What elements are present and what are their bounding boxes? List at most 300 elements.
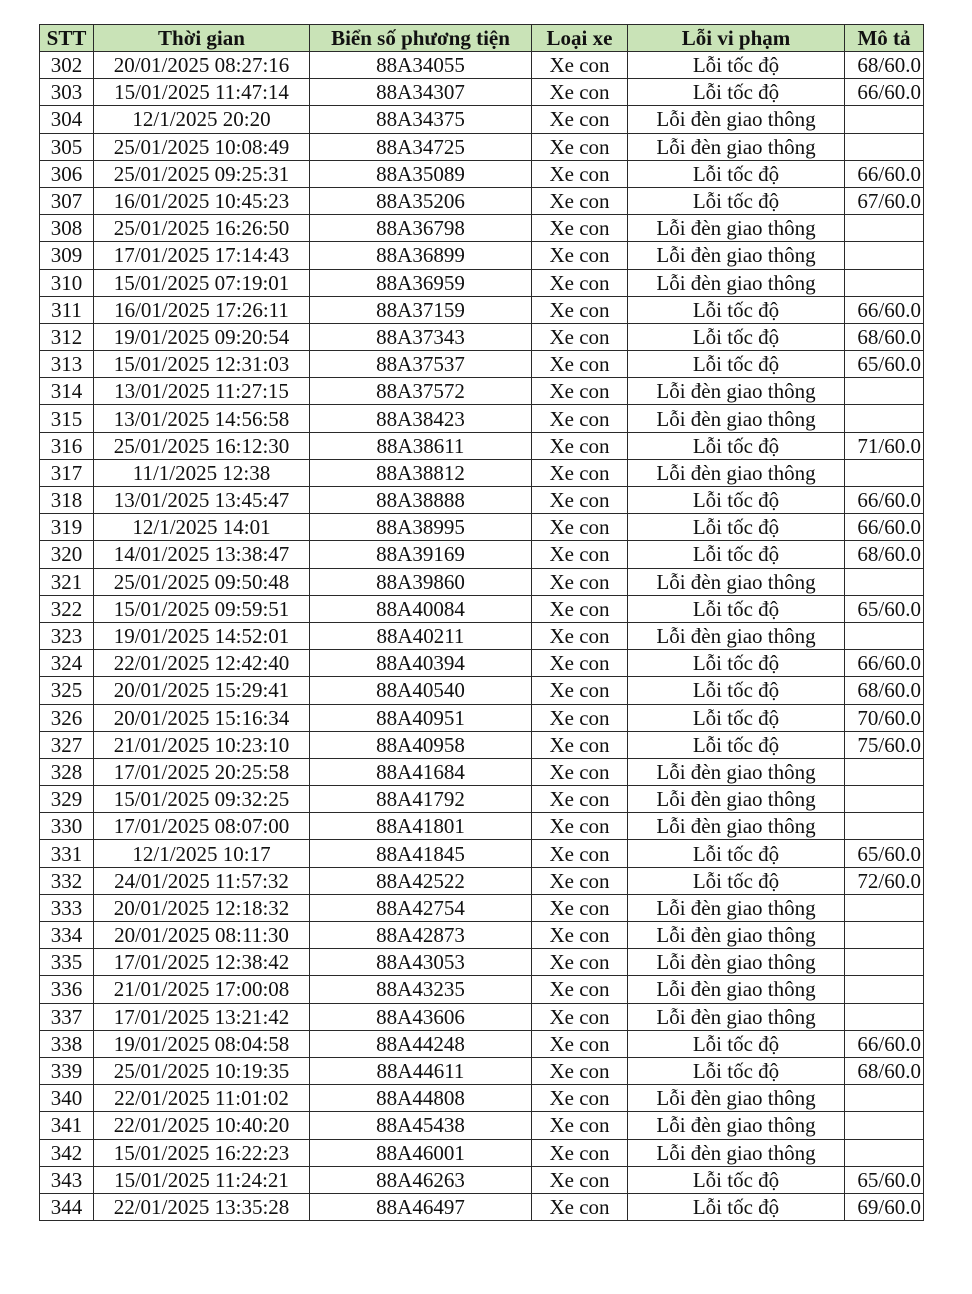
cell-vehicle-type: Xe con — [532, 650, 628, 677]
cell-description — [845, 1112, 924, 1139]
cell-time: 20/01/2025 12:18:32 — [94, 894, 310, 921]
cell-stt: 320 — [40, 541, 94, 568]
cell-plate: 88A44248 — [310, 1030, 532, 1057]
table-row — [40, 487, 924, 514]
cell-violation: Lỗi tốc độ — [628, 323, 845, 350]
table-row — [40, 1085, 924, 1112]
cell-vehicle-type: Xe con — [532, 1085, 628, 1112]
violation-table — [39, 24, 924, 1221]
cell-time: 17/01/2025 13:21:42 — [94, 1003, 310, 1030]
cell-description: 68/60.0 — [845, 1057, 924, 1084]
cell-vehicle-type: Xe con — [532, 133, 628, 160]
table-row — [40, 840, 924, 867]
table-row — [40, 323, 924, 350]
cell-stt: 330 — [40, 813, 94, 840]
cell-violation: Lỗi đèn giao thông — [628, 242, 845, 269]
table-row — [40, 296, 924, 323]
cell-violation: Lỗi tốc độ — [628, 595, 845, 622]
cell-plate: 88A39860 — [310, 568, 532, 595]
cell-plate: 88A44611 — [310, 1057, 532, 1084]
table-row — [40, 894, 924, 921]
cell-vehicle-type: Xe con — [532, 52, 628, 79]
cell-plate: 88A40951 — [310, 704, 532, 731]
cell-violation: Lỗi đèn giao thông — [628, 976, 845, 1003]
cell-stt: 324 — [40, 650, 94, 677]
cell-plate: 88A37572 — [310, 378, 532, 405]
cell-description: 71/60.0 — [845, 432, 924, 459]
table-row — [40, 976, 924, 1003]
cell-time: 19/01/2025 08:04:58 — [94, 1030, 310, 1057]
cell-description: 72/60.0 — [845, 867, 924, 894]
cell-vehicle-type: Xe con — [532, 351, 628, 378]
cell-time: 17/01/2025 20:25:58 — [94, 758, 310, 785]
cell-description: 65/60.0 — [845, 595, 924, 622]
cell-plate: 88A40958 — [310, 731, 532, 758]
cell-description — [845, 949, 924, 976]
cell-plate: 88A36959 — [310, 269, 532, 296]
cell-vehicle-type: Xe con — [532, 242, 628, 269]
table-row — [40, 677, 924, 704]
cell-plate: 88A43606 — [310, 1003, 532, 1030]
table-row — [40, 215, 924, 242]
cell-violation: Lỗi đèn giao thông — [628, 922, 845, 949]
table-row — [40, 351, 924, 378]
cell-stt: 307 — [40, 187, 94, 214]
cell-stt: 335 — [40, 949, 94, 976]
cell-plate: 88A37343 — [310, 323, 532, 350]
cell-description — [845, 1003, 924, 1030]
cell-violation: Lỗi đèn giao thông — [628, 949, 845, 976]
cell-description — [845, 215, 924, 242]
cell-plate: 88A41792 — [310, 786, 532, 813]
cell-vehicle-type: Xe con — [532, 840, 628, 867]
cell-vehicle-type: Xe con — [532, 514, 628, 541]
cell-violation: Lỗi đèn giao thông — [628, 894, 845, 921]
cell-vehicle-type: Xe con — [532, 867, 628, 894]
cell-time: 20/01/2025 08:27:16 — [94, 52, 310, 79]
cell-violation: Lỗi tốc độ — [628, 704, 845, 731]
header-violation: Lỗi vi phạm — [628, 25, 845, 52]
cell-violation: Lỗi tốc độ — [628, 1030, 845, 1057]
table-row — [40, 867, 924, 894]
cell-violation: Lỗi tốc độ — [628, 52, 845, 79]
cell-stt: 327 — [40, 731, 94, 758]
cell-vehicle-type: Xe con — [532, 758, 628, 785]
table-row — [40, 1112, 924, 1139]
cell-vehicle-type: Xe con — [532, 786, 628, 813]
cell-description: 65/60.0 — [845, 840, 924, 867]
cell-plate: 88A38423 — [310, 405, 532, 432]
violation-sheet — [39, 24, 924, 1221]
cell-vehicle-type: Xe con — [532, 106, 628, 133]
cell-violation: Lỗi tốc độ — [628, 160, 845, 187]
cell-description — [845, 922, 924, 949]
cell-plate: 88A39169 — [310, 541, 532, 568]
cell-time: 14/01/2025 13:38:47 — [94, 541, 310, 568]
cell-stt: 306 — [40, 160, 94, 187]
cell-time: 13/01/2025 13:45:47 — [94, 487, 310, 514]
cell-stt: 317 — [40, 459, 94, 486]
cell-stt: 343 — [40, 1166, 94, 1193]
table-body — [40, 52, 924, 1221]
cell-plate: 88A43235 — [310, 976, 532, 1003]
cell-stt: 312 — [40, 323, 94, 350]
table-row — [40, 1193, 924, 1220]
cell-time: 20/01/2025 08:11:30 — [94, 922, 310, 949]
cell-time: 22/01/2025 10:40:20 — [94, 1112, 310, 1139]
cell-description: 66/60.0 — [845, 487, 924, 514]
cell-vehicle-type: Xe con — [532, 813, 628, 840]
table-row — [40, 1057, 924, 1084]
cell-violation: Lỗi tốc độ — [628, 1193, 845, 1220]
cell-violation: Lỗi đèn giao thông — [628, 106, 845, 133]
table-row — [40, 432, 924, 459]
cell-description: 66/60.0 — [845, 160, 924, 187]
cell-plate: 88A40394 — [310, 650, 532, 677]
table-row — [40, 731, 924, 758]
cell-plate: 88A42873 — [310, 922, 532, 949]
cell-description: 75/60.0 — [845, 731, 924, 758]
cell-stt: 316 — [40, 432, 94, 459]
cell-vehicle-type: Xe con — [532, 976, 628, 1003]
cell-time: 20/01/2025 15:16:34 — [94, 704, 310, 731]
table-row — [40, 1166, 924, 1193]
cell-description: 66/60.0 — [845, 514, 924, 541]
cell-stt: 304 — [40, 106, 94, 133]
cell-plate: 88A46263 — [310, 1166, 532, 1193]
cell-stt: 326 — [40, 704, 94, 731]
table-row — [40, 269, 924, 296]
table-row — [40, 459, 924, 486]
cell-description — [845, 1085, 924, 1112]
table-row — [40, 813, 924, 840]
cell-violation: Lỗi tốc độ — [628, 351, 845, 378]
cell-stt: 319 — [40, 514, 94, 541]
cell-vehicle-type: Xe con — [532, 622, 628, 649]
cell-plate: 88A38812 — [310, 459, 532, 486]
cell-violation: Lỗi đèn giao thông — [628, 758, 845, 785]
cell-description — [845, 894, 924, 921]
cell-violation: Lỗi đèn giao thông — [628, 459, 845, 486]
cell-violation: Lỗi đèn giao thông — [628, 405, 845, 432]
cell-violation: Lỗi tốc độ — [628, 514, 845, 541]
cell-time: 19/01/2025 09:20:54 — [94, 323, 310, 350]
cell-plate: 88A37159 — [310, 296, 532, 323]
table-row — [40, 1139, 924, 1166]
cell-vehicle-type: Xe con — [532, 1139, 628, 1166]
cell-description — [845, 405, 924, 432]
cell-stt: 313 — [40, 351, 94, 378]
table-row — [40, 405, 924, 432]
cell-vehicle-type: Xe con — [532, 1057, 628, 1084]
cell-violation: Lỗi đèn giao thông — [628, 133, 845, 160]
cell-violation: Lỗi đèn giao thông — [628, 786, 845, 813]
cell-description — [845, 1139, 924, 1166]
table-row — [40, 758, 924, 785]
cell-stt: 337 — [40, 1003, 94, 1030]
cell-violation: Lỗi tốc độ — [628, 541, 845, 568]
cell-vehicle-type: Xe con — [532, 79, 628, 106]
cell-violation: Lỗi đèn giao thông — [628, 1003, 845, 1030]
cell-description: 70/60.0 — [845, 704, 924, 731]
table-row — [40, 786, 924, 813]
cell-description: 68/60.0 — [845, 52, 924, 79]
cell-time: 15/01/2025 07:19:01 — [94, 269, 310, 296]
table-row — [40, 52, 924, 79]
cell-time: 22/01/2025 12:42:40 — [94, 650, 310, 677]
cell-vehicle-type: Xe con — [532, 677, 628, 704]
cell-stt: 332 — [40, 867, 94, 894]
cell-vehicle-type: Xe con — [532, 568, 628, 595]
table-row — [40, 514, 924, 541]
cell-description: 66/60.0 — [845, 1030, 924, 1057]
cell-time: 13/01/2025 11:27:15 — [94, 378, 310, 405]
cell-stt: 318 — [40, 487, 94, 514]
cell-stt: 338 — [40, 1030, 94, 1057]
cell-time: 25/01/2025 16:12:30 — [94, 432, 310, 459]
cell-time: 15/01/2025 12:31:03 — [94, 351, 310, 378]
cell-violation: Lỗi tốc độ — [628, 1057, 845, 1084]
cell-time: 12/1/2025 20:20 — [94, 106, 310, 133]
cell-stt: 328 — [40, 758, 94, 785]
cell-plate: 88A40211 — [310, 622, 532, 649]
cell-violation: Lỗi tốc độ — [628, 650, 845, 677]
cell-time: 24/01/2025 11:57:32 — [94, 867, 310, 894]
cell-stt: 302 — [40, 52, 94, 79]
cell-plate: 88A38995 — [310, 514, 532, 541]
cell-description — [845, 568, 924, 595]
cell-time: 25/01/2025 09:25:31 — [94, 160, 310, 187]
cell-description — [845, 133, 924, 160]
cell-violation: Lỗi tốc độ — [628, 840, 845, 867]
cell-violation: Lỗi tốc độ — [628, 867, 845, 894]
cell-time: 25/01/2025 10:19:35 — [94, 1057, 310, 1084]
cell-stt: 315 — [40, 405, 94, 432]
cell-violation: Lỗi tốc độ — [628, 487, 845, 514]
cell-vehicle-type: Xe con — [532, 459, 628, 486]
cell-plate: 88A36899 — [310, 242, 532, 269]
table-row — [40, 541, 924, 568]
header-vehicle-type: Loại xe — [532, 25, 628, 52]
cell-violation: Lỗi đèn giao thông — [628, 1139, 845, 1166]
cell-time: 25/01/2025 16:26:50 — [94, 215, 310, 242]
cell-time: 15/01/2025 09:59:51 — [94, 595, 310, 622]
table-row — [40, 79, 924, 106]
cell-plate: 88A41845 — [310, 840, 532, 867]
cell-description: 68/60.0 — [845, 323, 924, 350]
cell-description — [845, 106, 924, 133]
cell-vehicle-type: Xe con — [532, 187, 628, 214]
cell-vehicle-type: Xe con — [532, 1166, 628, 1193]
cell-time: 11/1/2025 12:38 — [94, 459, 310, 486]
cell-stt: 334 — [40, 922, 94, 949]
cell-vehicle-type: Xe con — [532, 1030, 628, 1057]
cell-time: 15/01/2025 09:32:25 — [94, 786, 310, 813]
cell-time: 21/01/2025 17:00:08 — [94, 976, 310, 1003]
cell-plate: 88A34307 — [310, 79, 532, 106]
table-row — [40, 133, 924, 160]
cell-plate: 88A41684 — [310, 758, 532, 785]
cell-stt: 344 — [40, 1193, 94, 1220]
cell-description: 67/60.0 — [845, 187, 924, 214]
cell-time: 15/01/2025 11:47:14 — [94, 79, 310, 106]
cell-time: 13/01/2025 14:56:58 — [94, 405, 310, 432]
cell-violation: Lỗi đèn giao thông — [628, 813, 845, 840]
cell-violation: Lỗi đèn giao thông — [628, 622, 845, 649]
cell-violation: Lỗi tốc độ — [628, 677, 845, 704]
cell-vehicle-type: Xe con — [532, 269, 628, 296]
cell-violation: Lỗi tốc độ — [628, 296, 845, 323]
cell-vehicle-type: Xe con — [532, 731, 628, 758]
cell-stt: 309 — [40, 242, 94, 269]
cell-plate: 88A42754 — [310, 894, 532, 921]
cell-violation: Lỗi tốc độ — [628, 432, 845, 459]
cell-vehicle-type: Xe con — [532, 215, 628, 242]
cell-vehicle-type: Xe con — [532, 922, 628, 949]
table-row — [40, 160, 924, 187]
cell-vehicle-type: Xe con — [532, 323, 628, 350]
cell-violation: Lỗi đèn giao thông — [628, 215, 845, 242]
cell-time: 15/01/2025 11:24:21 — [94, 1166, 310, 1193]
table-row — [40, 650, 924, 677]
cell-time: 25/01/2025 10:08:49 — [94, 133, 310, 160]
cell-vehicle-type: Xe con — [532, 432, 628, 459]
cell-stt: 310 — [40, 269, 94, 296]
cell-plate: 88A44808 — [310, 1085, 532, 1112]
cell-vehicle-type: Xe con — [532, 160, 628, 187]
cell-vehicle-type: Xe con — [532, 1112, 628, 1139]
cell-vehicle-type: Xe con — [532, 405, 628, 432]
cell-description — [845, 976, 924, 1003]
cell-description — [845, 378, 924, 405]
cell-stt: 341 — [40, 1112, 94, 1139]
cell-time: 12/1/2025 10:17 — [94, 840, 310, 867]
cell-time: 16/01/2025 10:45:23 — [94, 187, 310, 214]
cell-vehicle-type: Xe con — [532, 595, 628, 622]
cell-plate: 88A38611 — [310, 432, 532, 459]
table-row — [40, 378, 924, 405]
cell-violation: Lỗi đèn giao thông — [628, 568, 845, 595]
cell-time: 21/01/2025 10:23:10 — [94, 731, 310, 758]
cell-vehicle-type: Xe con — [532, 704, 628, 731]
cell-vehicle-type: Xe con — [532, 949, 628, 976]
cell-time: 17/01/2025 08:07:00 — [94, 813, 310, 840]
cell-plate: 88A41801 — [310, 813, 532, 840]
cell-plate: 88A45438 — [310, 1112, 532, 1139]
cell-stt: 339 — [40, 1057, 94, 1084]
cell-time: 22/01/2025 13:35:28 — [94, 1193, 310, 1220]
cell-description — [845, 813, 924, 840]
cell-stt: 321 — [40, 568, 94, 595]
cell-plate: 88A36798 — [310, 215, 532, 242]
cell-vehicle-type: Xe con — [532, 487, 628, 514]
cell-description — [845, 269, 924, 296]
cell-plate: 88A40540 — [310, 677, 532, 704]
cell-violation: Lỗi đèn giao thông — [628, 1112, 845, 1139]
cell-violation: Lỗi đèn giao thông — [628, 269, 845, 296]
cell-description: 66/60.0 — [845, 296, 924, 323]
cell-violation: Lỗi đèn giao thông — [628, 378, 845, 405]
cell-violation: Lỗi đèn giao thông — [628, 1085, 845, 1112]
cell-stt: 323 — [40, 622, 94, 649]
cell-description: 65/60.0 — [845, 351, 924, 378]
cell-description — [845, 758, 924, 785]
cell-stt: 340 — [40, 1085, 94, 1112]
cell-stt: 325 — [40, 677, 94, 704]
cell-time: 20/01/2025 15:29:41 — [94, 677, 310, 704]
table-row — [40, 242, 924, 269]
cell-plate: 88A34055 — [310, 52, 532, 79]
cell-stt: 305 — [40, 133, 94, 160]
cell-stt: 303 — [40, 79, 94, 106]
table-row — [40, 1003, 924, 1030]
cell-vehicle-type: Xe con — [532, 378, 628, 405]
cell-stt: 336 — [40, 976, 94, 1003]
header-row — [40, 25, 924, 52]
table-row — [40, 622, 924, 649]
header-description: Mô tả — [845, 25, 924, 52]
cell-description: 68/60.0 — [845, 541, 924, 568]
cell-plate: 88A35206 — [310, 187, 532, 214]
cell-vehicle-type: Xe con — [532, 1003, 628, 1030]
table-row — [40, 595, 924, 622]
cell-description: 68/60.0 — [845, 677, 924, 704]
cell-stt: 329 — [40, 786, 94, 813]
cell-plate: 88A42522 — [310, 867, 532, 894]
cell-description: 65/60.0 — [845, 1166, 924, 1193]
cell-time: 17/01/2025 12:38:42 — [94, 949, 310, 976]
table-row — [40, 568, 924, 595]
cell-stt: 322 — [40, 595, 94, 622]
cell-stt: 308 — [40, 215, 94, 242]
table-row — [40, 106, 924, 133]
cell-plate: 88A43053 — [310, 949, 532, 976]
cell-description — [845, 786, 924, 813]
header-stt: STT — [40, 25, 94, 52]
cell-violation: Lỗi tốc độ — [628, 1166, 845, 1193]
cell-stt: 342 — [40, 1139, 94, 1166]
cell-stt: 311 — [40, 296, 94, 323]
table-row — [40, 187, 924, 214]
header-time: Thời gian — [94, 25, 310, 52]
cell-time: 12/1/2025 14:01 — [94, 514, 310, 541]
cell-violation: Lỗi tốc độ — [628, 731, 845, 758]
cell-plate: 88A46497 — [310, 1193, 532, 1220]
cell-vehicle-type: Xe con — [532, 1193, 628, 1220]
cell-description: 66/60.0 — [845, 79, 924, 106]
cell-plate: 88A46001 — [310, 1139, 532, 1166]
cell-time: 17/01/2025 17:14:43 — [94, 242, 310, 269]
cell-violation: Lỗi tốc độ — [628, 187, 845, 214]
cell-plate: 88A37537 — [310, 351, 532, 378]
cell-time: 25/01/2025 09:50:48 — [94, 568, 310, 595]
cell-time: 16/01/2025 17:26:11 — [94, 296, 310, 323]
cell-description — [845, 242, 924, 269]
cell-vehicle-type: Xe con — [532, 296, 628, 323]
cell-stt: 333 — [40, 894, 94, 921]
cell-stt: 331 — [40, 840, 94, 867]
cell-plate: 88A34725 — [310, 133, 532, 160]
cell-plate: 88A34375 — [310, 106, 532, 133]
cell-time: 15/01/2025 16:22:23 — [94, 1139, 310, 1166]
cell-plate: 88A38888 — [310, 487, 532, 514]
cell-vehicle-type: Xe con — [532, 894, 628, 921]
table-row — [40, 704, 924, 731]
table-row — [40, 949, 924, 976]
cell-violation: Lỗi tốc độ — [628, 79, 845, 106]
cell-plate: 88A35089 — [310, 160, 532, 187]
cell-plate: 88A40084 — [310, 595, 532, 622]
